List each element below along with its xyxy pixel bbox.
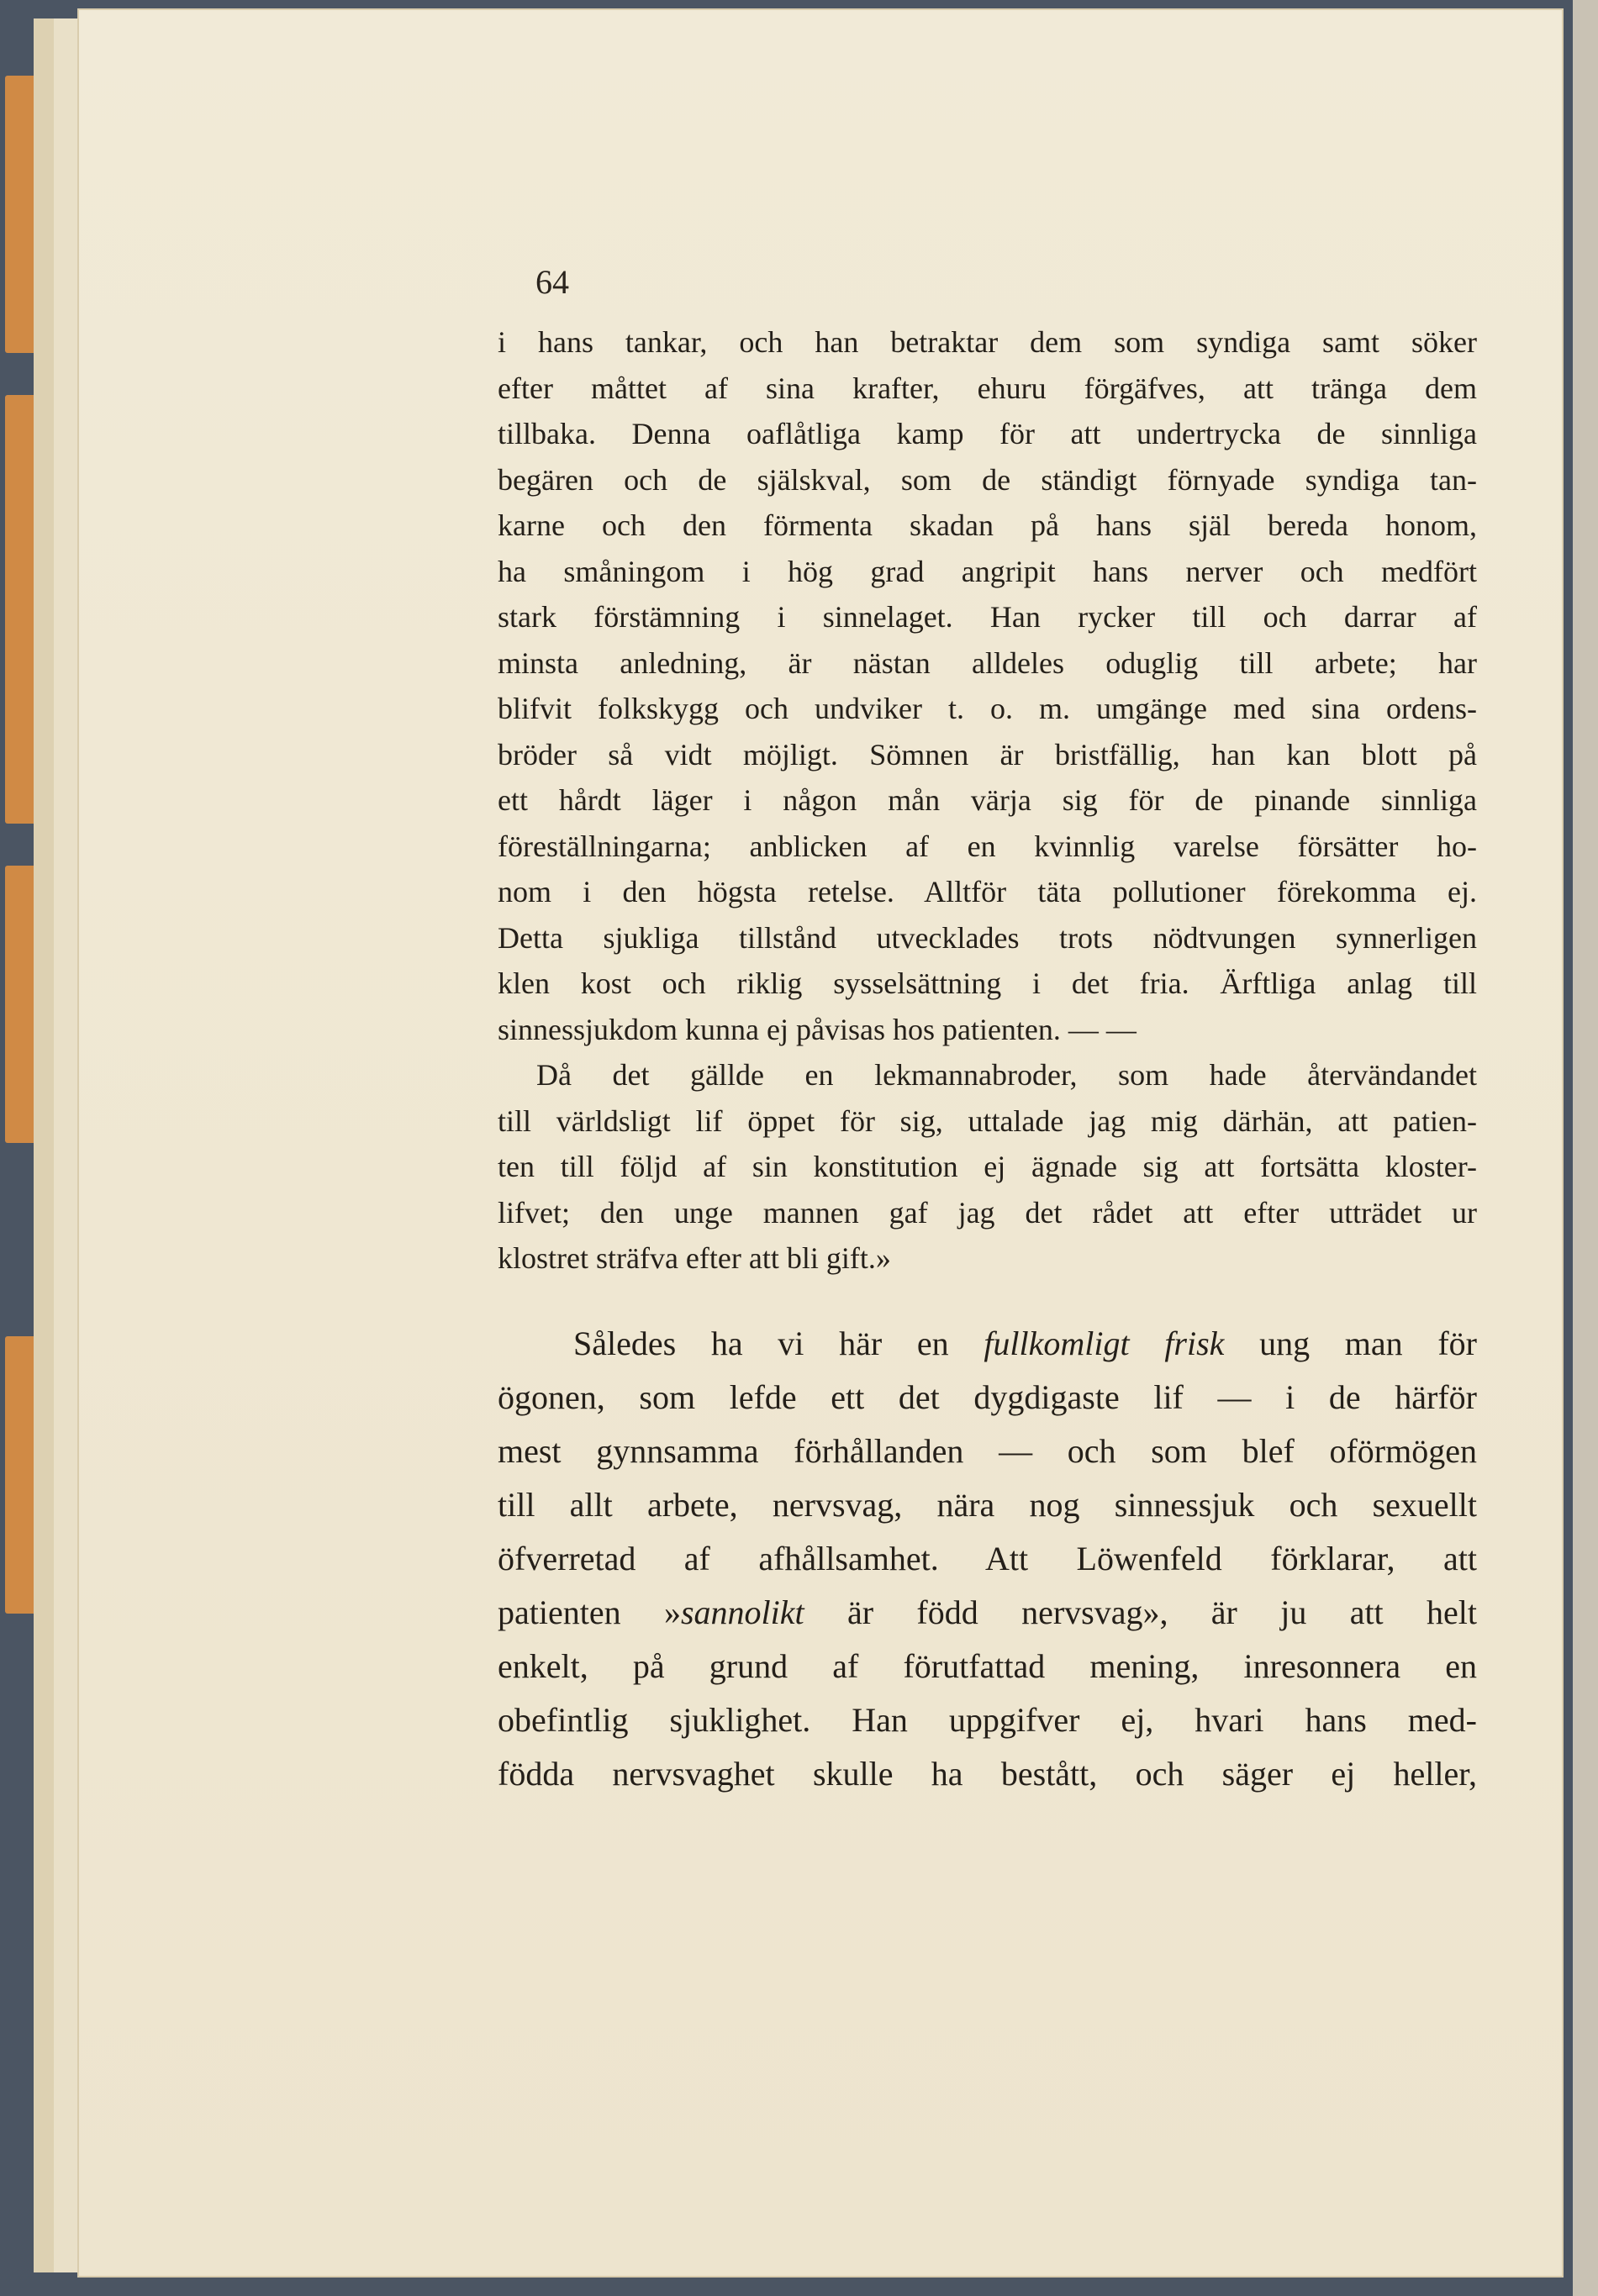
text-line: karne och den förmenta skadan på hans själ bereda honom, xyxy=(498,508,1477,542)
page-sheet xyxy=(77,8,1564,2278)
text-line: sinnessjukdom kunna ej påvisas hos patienten. — — xyxy=(498,1012,1137,1046)
text-line: ögonen, som lefde ett det dygdigaste lif — i de härför xyxy=(498,1377,1477,1416)
text-line xyxy=(498,1586,1477,1640)
italic-emphasis: sannolikt xyxy=(680,1593,804,1631)
text-line: efter måttet af sina krafter, ehuru förgäfves, att tränga dem xyxy=(498,371,1477,405)
page-edge xyxy=(34,18,54,2272)
text-line: födda nervsvaghet skulle ha bestått, och säger ej heller, xyxy=(498,1754,1477,1793)
text-line: i hans tankar, och han betraktar dem som syndiga samt söker xyxy=(498,325,1477,359)
text-line: föreställningarna; anblicken af en kvinnlig varelse försätter ho- xyxy=(498,829,1477,863)
text-line: Detta sjukliga tillstånd utvecklades trots nödtvungen synnerligen xyxy=(498,920,1477,955)
text-line: till allt arbete, nervsvag, nära nog sinnessjuk och sexuellt xyxy=(498,1485,1477,1524)
text-line: ett hårdt läger i någon mån värja sig för de pinande sinnliga xyxy=(498,783,1477,817)
text-line: klen kost och riklig sysselsättning i det fria. Ärftliga anlag till xyxy=(498,966,1477,1000)
text-line: obefintlig sjuklighet. Han uppgifver ej, hvari hans med- xyxy=(498,1700,1477,1739)
text-run: ung man för xyxy=(1224,1324,1477,1362)
text-line: klostret sträfva efter att bli gift.» xyxy=(498,1241,891,1275)
text-run: Således ha vi här en xyxy=(573,1324,984,1362)
text-line: lifvet; den unge mannen gaf jag det rådet att efter utträdet ur xyxy=(498,1195,1477,1230)
page-number: 64 xyxy=(535,263,569,301)
text-line: nom i den högsta retelse. Alltför täta pollutioner förekomma ej. xyxy=(498,875,1477,908)
text-line: tillbaka. Denna oaflåtliga kamp för att undertrycka de sinnliga xyxy=(498,417,1477,450)
text-line: ha småningom i hög grad angripit hans nerver och medfört xyxy=(498,554,1477,588)
text-line: till världsligt lif öppet för sig, uttalade jag mig därhän, att patien- xyxy=(498,1103,1477,1138)
text-line: öfverretad af afhållsamhet. Att Löwenfeld förklarar, att xyxy=(498,1539,1477,1577)
text-run: är född nervsvag», är ju att helt xyxy=(804,1593,1477,1631)
text-line: stark förstämning i sinnelaget. Han rycker till och darrar af xyxy=(498,600,1477,634)
text-line: begären och de själskval, som de ständigt förnyade syndiga tan- xyxy=(498,462,1477,497)
text-line: ten till följd af sin konstitution ej ägnade sig att fortsätta kloster- xyxy=(498,1150,1477,1183)
text-run: patienten » xyxy=(498,1593,681,1631)
text-line: blifvit folkskygg och undviker t. o. m. umgänge med sina ordens- xyxy=(498,692,1477,725)
text-line: minsta anledning, är nästan alldeles oduglig till arbete; har xyxy=(498,645,1477,680)
page-body xyxy=(498,319,1477,1801)
scan-background xyxy=(1573,0,1598,2296)
page-edge xyxy=(54,18,79,2272)
text-line: bröder så vidt möjligt. Sömnen är bristfällig, han kan blott på xyxy=(498,737,1477,771)
italic-emphasis: fullkomligt frisk xyxy=(984,1324,1225,1362)
text-line: enkelt, på grund af förutfattad mening, inresonnera en xyxy=(498,1646,1477,1685)
text-line: mest gynnsamma förhållanden — och som blef oförmögen xyxy=(498,1431,1477,1470)
main-paragraph xyxy=(498,1317,1477,1801)
quoted-case-report xyxy=(498,319,1477,1282)
text-line xyxy=(498,1317,1477,1371)
text-line: Då det gällde en lekmannabroder, som hade återvändandet xyxy=(536,1058,1477,1092)
